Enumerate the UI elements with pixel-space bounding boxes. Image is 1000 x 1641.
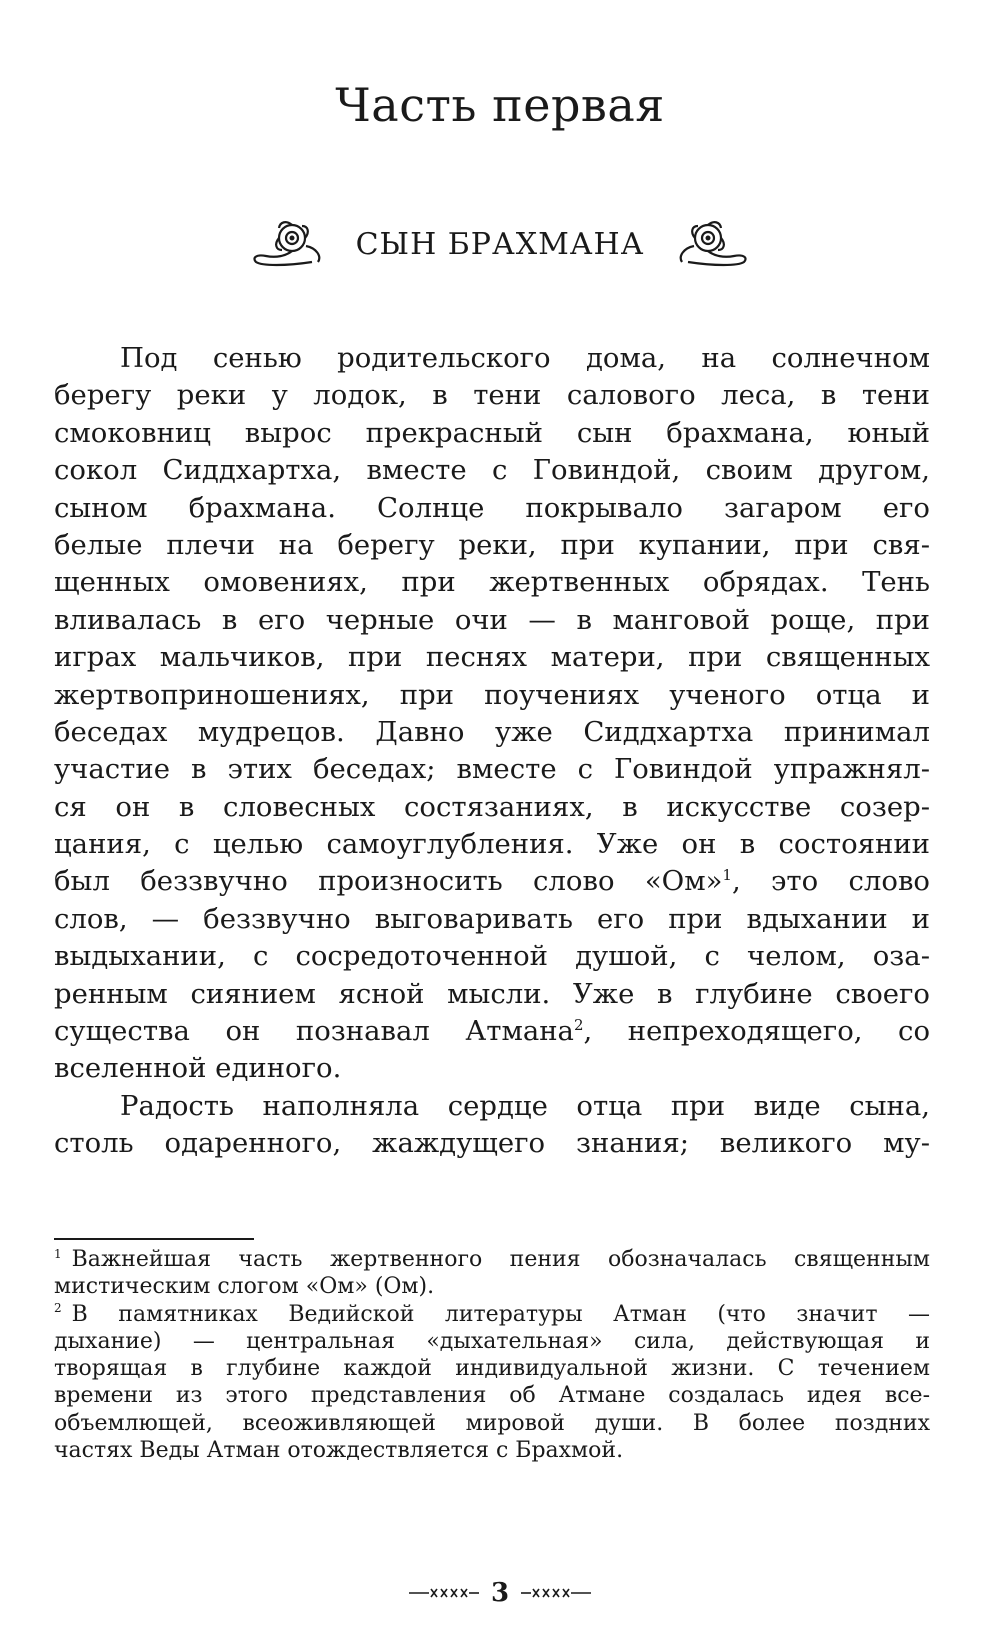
text-line-footnote-2 [54,1013,930,1050]
text-segment: , это слово [731,865,930,898]
page-footer [0,1578,1000,1608]
part-title: Часть первая [335,78,665,132]
footnote-2-line [54,1301,930,1328]
footnote-ref-1[interactable]: 1 [722,866,732,885]
text-line: белые плечи на берегу реки, при купании, при свя- [54,528,930,561]
text-line: участие в этих беседах; вместе с Говиндой упражнял- [54,753,930,786]
page-number: 3 [490,1578,510,1608]
footnote-1-line [54,1246,930,1273]
footnote-2-line: дыхание) — центральная «дыхательная» сила, действующая и [54,1328,930,1354]
folio-ornament-left-icon [409,1586,479,1600]
footnotes [54,1246,930,1464]
text-line: ренным сиянием ясной мысли. Уже в глубине своего [54,977,930,1010]
footnote-rule [54,1238,254,1240]
footnote-2-line: времени из этого представления об Атмане создалась идея все- [54,1383,930,1409]
text-line: вселенной единого. [54,1052,342,1085]
text-line: слов, — беззвучно выговаривать его при вдыхании и [54,902,930,935]
flourish-right-icon [670,218,754,270]
text-line-footnote-1 [54,863,930,900]
text-line: выдыхании, с сосредоточенной душой, с челом, оза- [54,940,930,973]
footnote-number: 2 [54,1301,62,1316]
footnote-1-line: мистическим слогом «Ом» (Ом). [54,1274,435,1300]
text-line: Радость наполняла сердце отца при виде сына, [120,1089,930,1122]
chapter-heading [0,218,1000,270]
footnote-2-line: объемлющей, всеоживляющей мировой души. В более поздних [54,1410,930,1436]
text-line: беседах мудрецов. Давно уже Сиддхартха принимал [54,715,930,748]
footnote-ref-2[interactable]: 2 [573,1015,584,1034]
text-line: Под сенью родительского дома, на солнечном [120,342,930,374]
text-segment: существа он познавал Атмана [54,1015,574,1048]
folio-ornament-right-icon [521,1586,591,1600]
body-text [54,340,930,1163]
footnote-2-line: творящая в глубине каждой индивидуальной жизни. С течением [54,1356,930,1382]
text-line: берегу реки у лодок, в тени салового леса, в тени [54,379,930,412]
text-line: смоковниц вырос прекрасный сын брахмана, юный [54,416,930,449]
text-line: жертвоприношениях, при поучениях ученого отца и [54,678,930,711]
footnote-text: Важнейшая часть жертвенного пения обозначалась священным [71,1247,930,1272]
text-line: цания, с целью самоуглубления. Уже он в состоянии [54,828,930,861]
flourish-left-icon [246,218,330,270]
text-line: играх мальчиков, при песнях матери, при священных [54,641,930,674]
text-line: щенных омовениях, при жертвенных обрядах. Тень [54,566,930,599]
text-segment: был беззвучно произносить слово «Ом» [54,865,723,898]
chapter-title: СЫН БРАХМАНА [355,226,645,262]
footnote-2-line: частях Веды Атман отождествляется с Брахмой. [54,1438,624,1464]
text-line: сыном брахмана. Солнце покрывало загаром его [54,491,930,524]
text-segment: , непреходящего, со [583,1015,930,1048]
text-line: ся он в словесных состязаниях, в искусстве созер- [54,790,930,823]
text-line: столь одаренного, жаждущего знания; великого му- [54,1127,930,1160]
footnote-text: В памятниках Ведийской литературы Атман (что значит — [71,1301,930,1327]
text-line: вливалась в его черные очи — в манговой роще, при [54,603,930,636]
footnote-number: 1 [54,1246,62,1261]
text-line: сокол Сиддхартха, вместе с Говиндой, своим другом, [54,454,930,487]
